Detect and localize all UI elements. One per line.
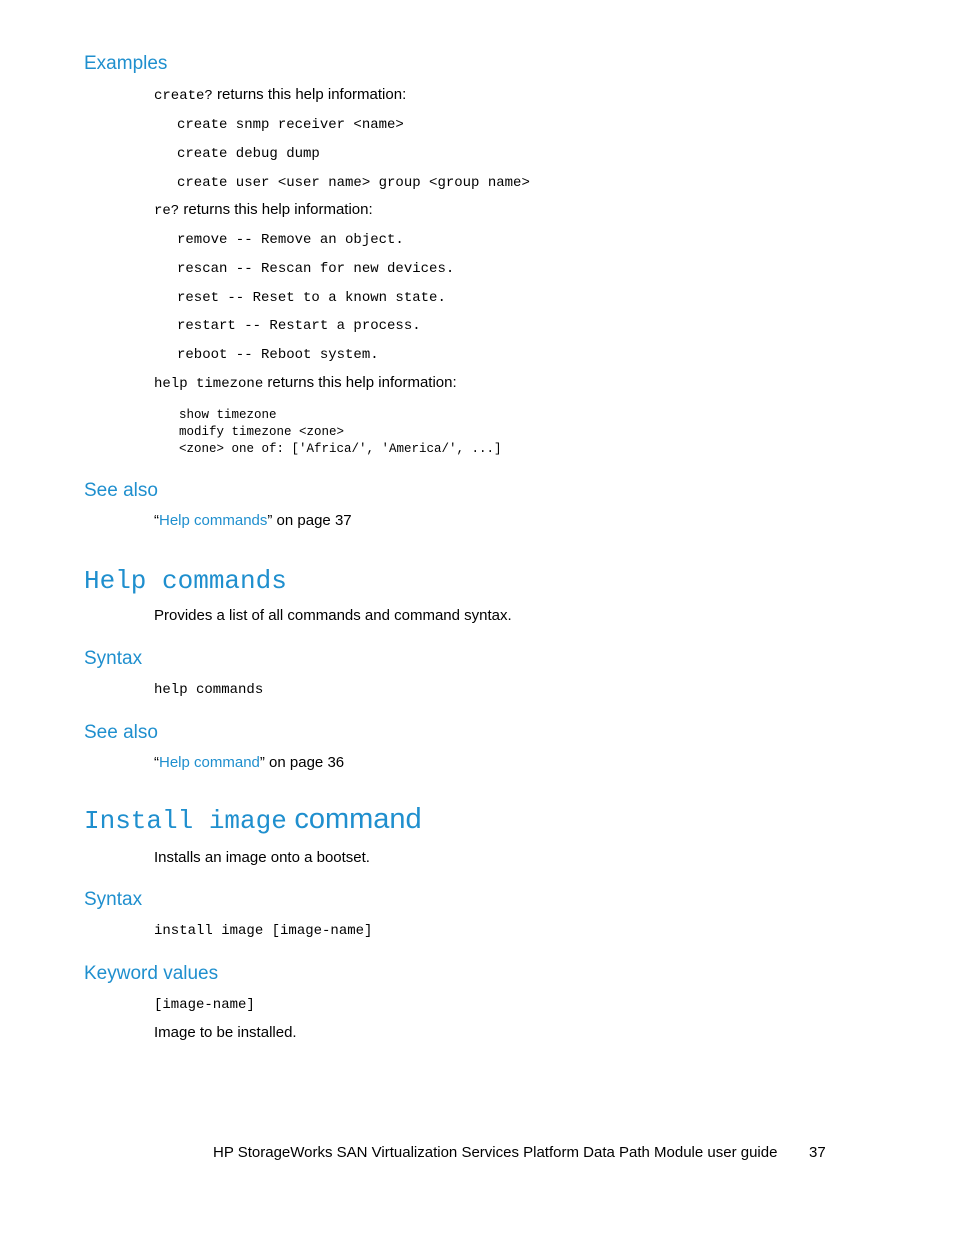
install-image-description: Installs an image onto a bootset. <box>154 849 370 866</box>
syntax-code: help commands <box>154 682 264 698</box>
footer-title: HP StorageWorks SAN Virtualization Services Platform Data Path Module user guide <box>213 1144 778 1161</box>
page-reference: ” on page 36 <box>259 754 345 771</box>
re-help-intro <box>154 201 373 219</box>
re-intro-text: returns this help information: <box>179 201 373 218</box>
create-command: create? <box>154 88 213 104</box>
timezone-command: help timezone <box>154 376 264 392</box>
page-number: 37 <box>809 1144 826 1161</box>
install-image-title-mono: Install image <box>84 806 287 836</box>
timezone-intro-text: returns this help information: <box>263 374 457 391</box>
install-image-title-sans: command <box>294 803 422 835</box>
keyword-description: Image to be installed. <box>154 1024 297 1041</box>
install-image-title <box>84 803 422 836</box>
code-line: create snmp receiver <name> <box>177 117 404 133</box>
syntax-heading: Syntax <box>84 889 143 910</box>
help-commands-title-text: Help commands <box>84 566 287 596</box>
see-also-reference <box>154 754 344 771</box>
see-also-reference <box>154 512 352 529</box>
page-reference: ” on page 37 <box>267 512 352 529</box>
help-commands-link[interactable]: Help commands <box>159 512 268 529</box>
code-line: reset -- Reset to a known state. <box>177 290 446 306</box>
timezone-help-intro <box>154 374 457 392</box>
code-line: modify timezone <zone> <box>179 425 345 439</box>
open-quote: “ <box>154 754 159 771</box>
help-commands-title <box>84 564 287 596</box>
code-line: rescan -- Rescan for new devices. <box>177 261 455 277</box>
help-command-link[interactable]: Help command <box>159 754 260 771</box>
keyword-code: [image-name] <box>154 997 255 1013</box>
code-line: create user <user name> group <group name> <box>177 175 530 191</box>
code-line: <zone> one of: ['Africa/', 'America/', ...] <box>179 442 502 456</box>
see-also-heading: See also <box>84 480 158 501</box>
code-line: show timezone <box>179 408 277 422</box>
open-quote: “ <box>154 512 159 529</box>
see-also-heading: See also <box>84 722 158 743</box>
code-line: reboot -- Reboot system. <box>177 347 379 363</box>
code-line: remove -- Remove an object. <box>177 232 404 248</box>
code-line: create debug dump <box>177 146 320 162</box>
code-line: restart -- Restart a process. <box>177 318 421 334</box>
create-intro-text: returns this help information: <box>212 86 407 103</box>
create-help-intro <box>154 86 406 104</box>
syntax-code: install image [image-name] <box>154 923 373 939</box>
examples-heading: Examples <box>84 53 168 74</box>
help-commands-description: Provides a list of all commands and command syntax. <box>154 607 512 624</box>
syntax-heading: Syntax <box>84 648 143 669</box>
re-command: re? <box>154 203 180 219</box>
keyword-values-heading: Keyword values <box>84 963 219 984</box>
